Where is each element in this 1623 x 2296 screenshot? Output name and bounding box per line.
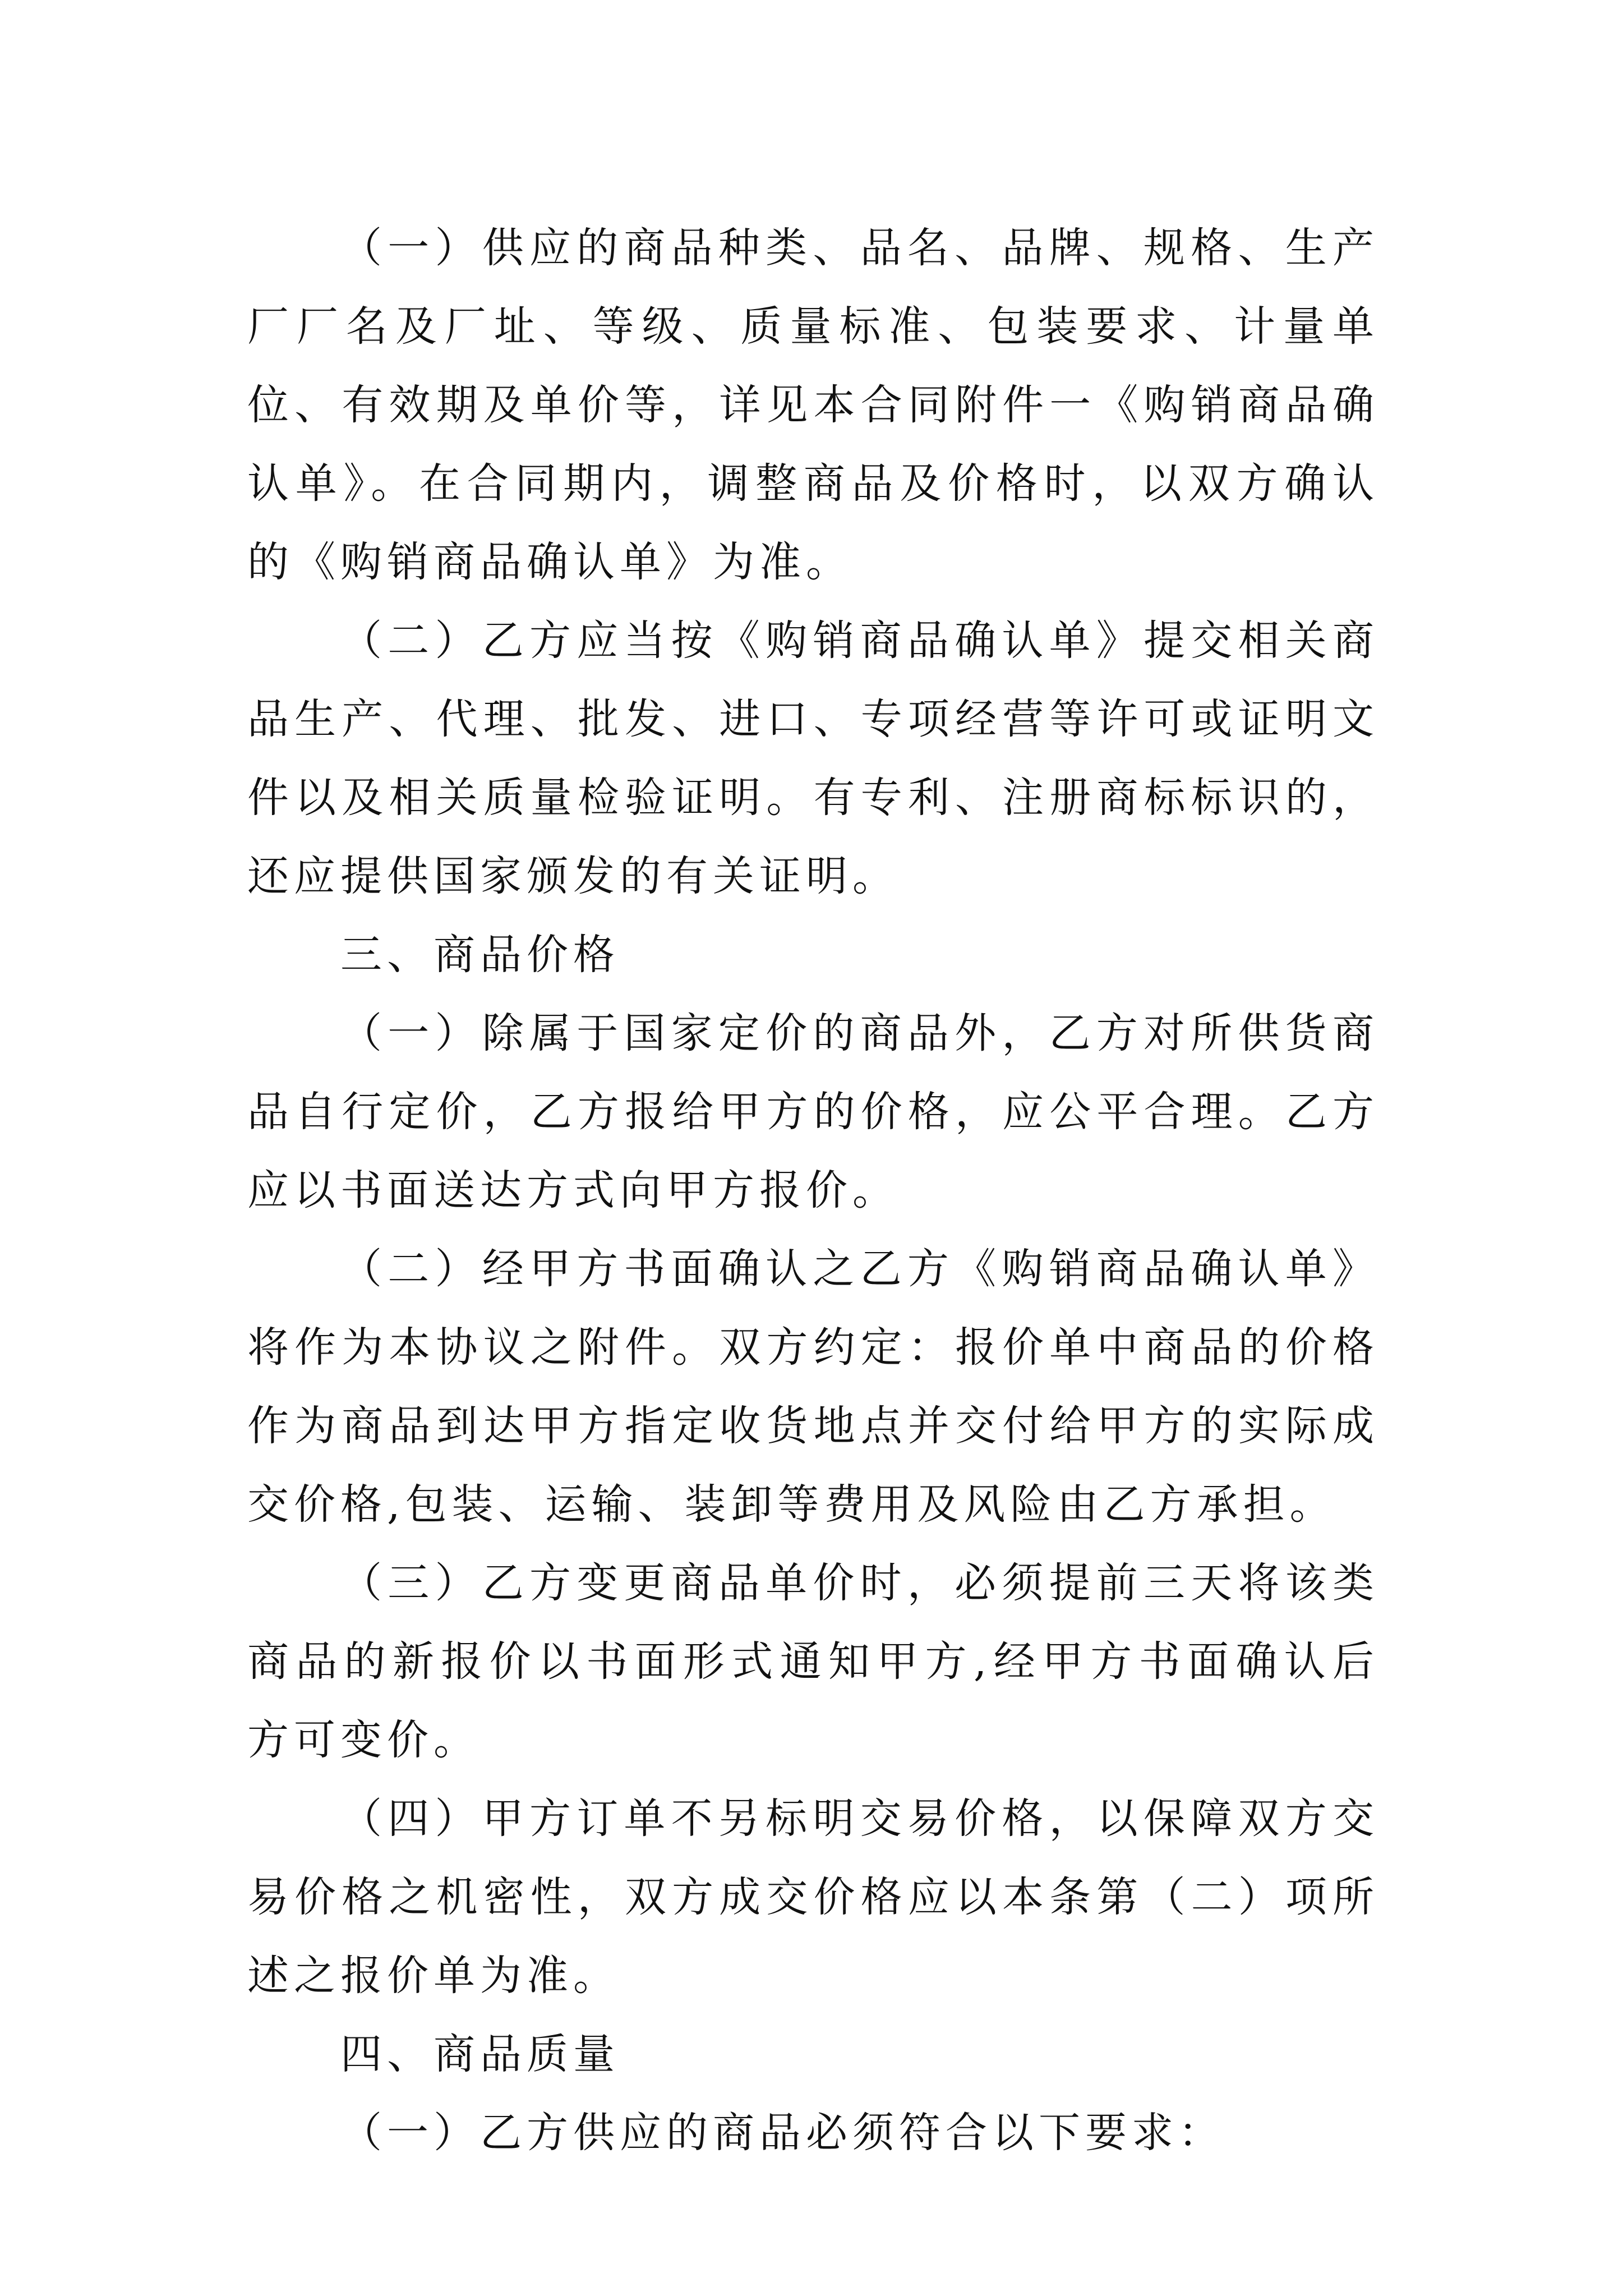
paragraph-quality-requirements: （一）乙方供应的商品必须符合以下要求： bbox=[340, 2109, 1225, 2157]
paragraph-price-change: （三）乙方变更商品单价时，必须提前三天将该类商品的新报价以书面形式通知甲方,经甲方书面确认后方可变价。 bbox=[247, 1559, 1379, 1764]
paragraph-pricing-self: （一）除属于国家定价的商品外，乙方对所供货商品自行定价，乙方报给甲方的价格，应公平合理。乙方应以书面送达方式向甲方报价。 bbox=[247, 1009, 1379, 1214]
paragraph-supply-goods: （一）供应的商品种类、品名、品牌、规格、生产厂厂名及厂址、等级、质量标准、包装要求、计量单位、有效期及单价等，详见本合同附件一《购销商品确认单》。在合同期内，调整商品及价格时，以双方确认的《购销商品确认单》为准。 bbox=[247, 224, 1379, 586]
paragraph-pricing-confirm: （二）经甲方书面确认之乙方《购销商品确认单》将作为本协议之附件。双方约定：报价单中商品的价格作为商品到达甲方指定收货地点并交付给甲方的实际成交价格,包装、运输、装卸等费用及风险由乙方承担。 bbox=[247, 1245, 1379, 1529]
document-body bbox=[247, 209, 1379, 2172]
section-heading-price: 三、商品价格 bbox=[340, 931, 620, 979]
section-heading-quality: 四、商品质量 bbox=[340, 2030, 620, 2078]
paragraph-certificates: （二）乙方应当按《购销商品确认单》提交相关商品生产、代理、批发、进口、专项经营等许可或证明文件以及相关质量检验证明。有专利、注册商标标识的，还应提供国家颁发的有关证明。 bbox=[247, 616, 1379, 900]
paragraph-price-confidential: （四）甲方订单不另标明交易价格，以保障双方交易价格之机密性，双方成交价格应以本条第（二）项所述之报价单为准。 bbox=[247, 1795, 1379, 2000]
